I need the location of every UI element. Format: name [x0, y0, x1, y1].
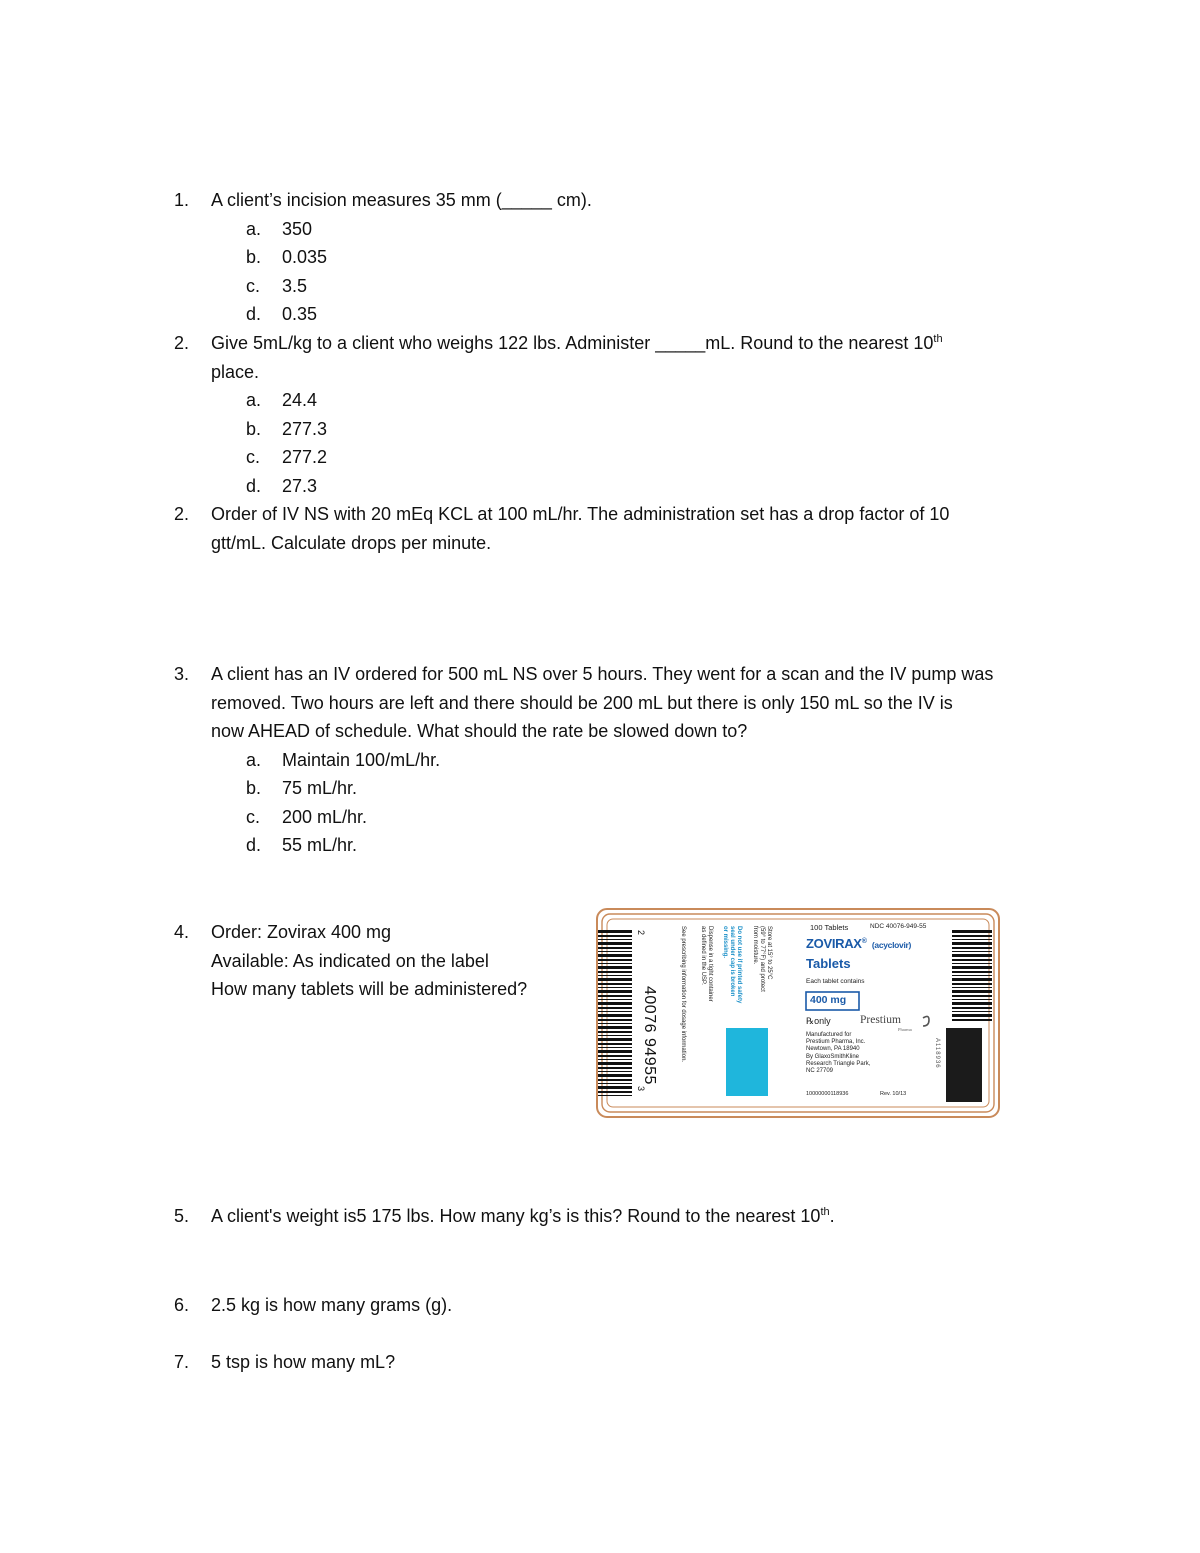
barcode-bar [952, 942, 992, 945]
question-text: gtt/mL. Calculate drops per minute. [211, 532, 492, 553]
option-text: Maintain 100/mL/hr. [282, 749, 441, 770]
barcode-bar [598, 971, 632, 973]
option-letter: a. [246, 218, 262, 239]
barcode-bar [598, 1019, 632, 1021]
label-strength: 400 mg [810, 994, 847, 1006]
barcode-bar [598, 1091, 632, 1093]
question-number: 6. [174, 1295, 190, 1315]
barcode-bar [598, 1083, 632, 1084]
question-number: 2. [174, 504, 190, 524]
label-line: from moisture. [752, 926, 758, 965]
question-text-line [211, 529, 491, 558]
barcode-bar [952, 1011, 992, 1012]
barcode-bar [598, 1031, 632, 1033]
option-letter: b. [246, 247, 262, 267]
label-line: or missing. [722, 926, 728, 959]
question-text: Order of IV NS with 20 mEq KCL at 100 mL/hr. The administration set has a drop factor of 10 [211, 504, 950, 524]
label-ndc: NDC 40076-949-55 [870, 923, 927, 930]
superscript: th [933, 333, 943, 345]
barcode-bar [598, 951, 632, 952]
label-barcode-trail: 2 [636, 930, 646, 936]
question-text-suffix: . [829, 1206, 835, 1226]
option-letter: c. [246, 275, 261, 296]
barcode-bar [952, 1002, 992, 1005]
label-line: seal under cap is broken [729, 926, 735, 997]
option-letter: d. [246, 835, 262, 855]
option-text: 3.5 [282, 275, 308, 296]
barcode-bar [598, 1079, 632, 1081]
option-letter: d. [246, 304, 262, 324]
barcode-bar [598, 987, 632, 988]
barcode-bar [598, 1074, 632, 1077]
barcode-bar [952, 947, 992, 949]
option-letter: b. [246, 418, 262, 439]
question-text: now AHEAD of schedule. What should the rate be slowed down to? [211, 721, 748, 741]
label-code: 10000000118936 [806, 1091, 849, 1097]
barcode-bar [598, 1038, 632, 1041]
question-number: 3. [174, 664, 190, 684]
label-rev: Rev. 10/13 [880, 1091, 907, 1097]
question-number: 7. [174, 1352, 190, 1372]
option-letter: a. [246, 390, 262, 410]
barcode-bar [598, 1023, 632, 1024]
option-text: 27.3 [282, 475, 318, 496]
barcode-bar [598, 1002, 632, 1005]
label-line: Research Triangle Park, [806, 1060, 871, 1067]
barcode-bar [598, 1086, 632, 1089]
barcode-bar [952, 983, 992, 985]
question-text: How many tablets will be administered? [211, 979, 528, 999]
label-side-code: A118936 [934, 1038, 940, 1069]
barcode-bar [598, 930, 632, 933]
label-see-prescribing: See prescribing information for dosage information. [680, 926, 686, 1063]
black-panel [946, 1028, 982, 1102]
barcode-bar [598, 1043, 632, 1045]
option-letter: a. [246, 749, 262, 770]
label-line: Do not use if printed safety [736, 926, 742, 1004]
question-text-line [211, 660, 993, 689]
label-storage [751, 926, 772, 992]
option-letter: b. [246, 778, 262, 798]
barcode-bar [598, 942, 632, 945]
label-line: as defined in the USP. [700, 926, 706, 985]
barcode-bar [598, 966, 632, 969]
label-manufacturer [806, 1032, 870, 1075]
barcode-bar [598, 999, 632, 1000]
barcode-bar [598, 995, 632, 997]
barcode-bar [952, 999, 992, 1000]
superscript: th [820, 1206, 830, 1218]
barcode-bar [598, 1026, 632, 1029]
barcode-bar [598, 1095, 632, 1096]
option-text: 277.3 [282, 418, 328, 439]
barcode-bar [952, 954, 992, 957]
question-text: Available: As indicated on the label [211, 950, 489, 971]
question-text-line [211, 918, 391, 947]
option-text: 55 mL/hr. [282, 835, 358, 855]
barcode-bar [952, 995, 992, 997]
barcode-bar [598, 1055, 632, 1057]
barcode-bar [952, 1007, 992, 1009]
question-text: Give 5mL/kg to a client who weighs 122 lbs. Administer _____mL. Round to the nearest 10 [211, 333, 934, 353]
question-number: 2. [174, 333, 190, 353]
barcode-bar [598, 983, 632, 985]
barcode-bar [598, 1071, 632, 1072]
barcode-bar [952, 959, 992, 961]
question-text-line [211, 947, 489, 976]
question-number: 4. [174, 922, 190, 942]
label-maker-logo-sub: Pharma [898, 1027, 912, 1032]
barcode-bar [598, 935, 632, 937]
barcode-bar [598, 1035, 632, 1036]
option-text: 200 mL/hr. [282, 806, 368, 827]
label-rx: ℞only [806, 1016, 831, 1026]
option-text: 75 mL/hr. [282, 778, 358, 798]
barcode-bar [598, 954, 632, 957]
question-text-line [211, 500, 949, 529]
question-text: place. [211, 361, 260, 382]
barcode-bar [598, 1050, 632, 1053]
barcode-bar [598, 1067, 632, 1069]
option-letter: d. [246, 475, 262, 496]
barcode-bar [952, 990, 992, 993]
question-text: A client's weight is5 175 lbs. How many kg’s is this? Round to the nearest 10 [211, 1206, 821, 1226]
barcode-bar [598, 963, 632, 964]
label-form: Tablets [806, 956, 851, 971]
question-text: A client’s incision measures 35 mm (_____ cm). [211, 190, 592, 210]
question-text-line [211, 329, 943, 358]
barcode-bar [598, 1059, 632, 1060]
barcode-bar [598, 1007, 632, 1009]
barcode-bar [598, 990, 632, 993]
option-text: 0.035 [282, 247, 328, 267]
right-barcode [952, 930, 992, 1021]
option-letter: c. [246, 447, 261, 467]
question-text-line [211, 358, 259, 387]
question-number: 1. [174, 190, 190, 210]
label-line: (59° to 77°F) and protect [759, 926, 765, 992]
barcode-bar [598, 947, 632, 949]
barcode-bar [952, 971, 992, 973]
label-barcode-lead: 3 [636, 1086, 646, 1092]
barcode-bar [952, 1019, 992, 1021]
option-letter: c. [246, 806, 261, 827]
barcode-bar [598, 978, 632, 981]
option-text: 350 [282, 218, 313, 239]
barcode-bar [598, 1011, 632, 1012]
barcode-bar [952, 987, 992, 988]
option-text: 277.2 [282, 447, 328, 467]
label-maker-logo: Prestium [860, 1014, 901, 1026]
barcode-bar [598, 939, 632, 940]
zovirax-label-image [596, 908, 1000, 1118]
label-barcode-number: 40076 94955 [641, 986, 658, 1085]
barcode-bar [952, 978, 992, 981]
label-brand: ZOVIRAX® (acyclovir) [806, 936, 912, 951]
barcode-bar [598, 975, 632, 976]
question-text-line [211, 975, 527, 1004]
barcode-bar [952, 939, 992, 940]
barcode-bar [598, 959, 632, 961]
label-each: Each tablet contains [806, 978, 865, 985]
option-text: 24.4 [282, 390, 318, 410]
label-line: Prestium Pharma, Inc. [806, 1039, 866, 1046]
barcode-bar [952, 963, 992, 964]
label-line: Dispense in a tight container [707, 926, 713, 1002]
label-line: By GlaxoSmithKline [806, 1053, 860, 1060]
barcode-bar [598, 1062, 632, 1065]
label-line: Newtown, PA 18940 [806, 1046, 860, 1053]
barcode-bar [598, 1047, 632, 1048]
question-text-line [211, 1348, 395, 1377]
barcode-bar [952, 966, 992, 969]
barcode-bar [952, 975, 992, 976]
label-line: Store at 15° to 25°C [766, 926, 772, 980]
question-text: Order: Zovirax 400 mg [211, 922, 392, 942]
label-line: NC 27709 [806, 1068, 834, 1075]
question-text-line [211, 1202, 835, 1231]
question-text-line [211, 1291, 452, 1320]
barcode-bar [598, 1014, 632, 1017]
barcode-bar [952, 1014, 992, 1017]
question-text-line [211, 689, 953, 718]
question-text: 2.5 kg is how many grams (g). [211, 1295, 453, 1315]
question-text: A client has an IV ordered for 500 mL NS over 5 hours. They went for a scan and the IV pump was [211, 664, 994, 684]
label-dispense [699, 926, 713, 1002]
barcode-bar [952, 930, 992, 933]
question-text-line [211, 186, 592, 215]
barcode-bar [952, 935, 992, 937]
question-text: removed. Two hours are left and there should be 200 mL but there is only 150 mL so the IV is [211, 692, 953, 713]
barcode-bar [952, 951, 992, 952]
label-line: Manufactured for [806, 1032, 852, 1038]
label-warning [721, 926, 742, 1003]
question-text-line [211, 717, 747, 746]
question-number: 5. [174, 1206, 190, 1226]
label-count: 100 Tablets [810, 923, 849, 932]
option-text: 0.35 [282, 304, 318, 324]
cyan-bar [726, 1028, 768, 1096]
question-text: 5 tsp is how many mL? [211, 1352, 396, 1372]
